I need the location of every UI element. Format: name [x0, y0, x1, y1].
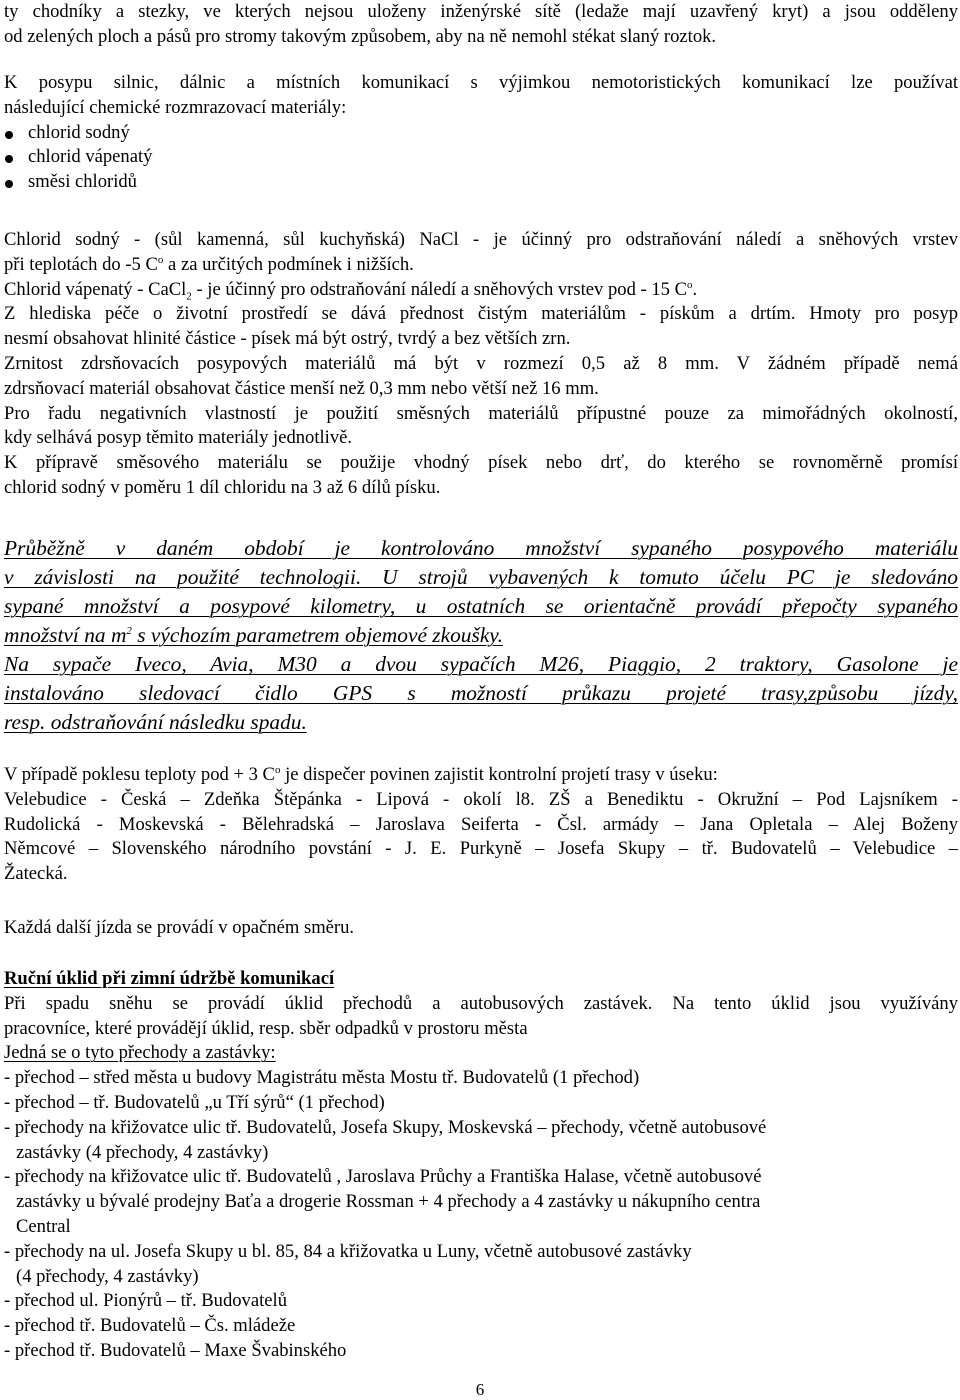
text-line: Pro řadu negativních vlastností je použití směsných materiálů přípustné pouze za mimořádných okolností, [4, 402, 958, 424]
text-line: kdy selhává posyp těmito materiály jednotlivě. [4, 427, 353, 449]
list-item: - přechod – střed města u budovy Magistrátu města Mostu tř. Budovatelů (1 přechod) [4, 1067, 640, 1089]
text-line: K přípravě směsového materiálu se použije vhodný písek nebo drť, do kterého se rovnoměrně promísí [4, 452, 958, 474]
text-line: při teplotách do -5 $C^o$ a za určitých podmínek i nižších. [4, 253, 414, 275]
text-line: K posypu silnic, dálnic a místních komunikací s výjimkou nemotoristických komunikací lze používat [4, 72, 958, 93]
list-item-continuation: zastávky u bývalé prodejny Baťa a drogerie Rossman + 4 přechody a 4 zastávky u nákupního centra [16, 1191, 761, 1213]
section-heading: Ruční úklid při zimní údržbě komunikací [4, 968, 335, 989]
route-paragraph [4, 763, 958, 887]
list-item: chlorid sodný [4, 121, 958, 146]
text-line: Němcové – Slovenského národního povstání - J. E. Purkyně – Josefa Skupy – tř. Budovatelů – Velebudice – [4, 838, 958, 860]
list-item: - přechody na křižovatce ulic tř. Budovatelů, Josefa Skupy, Moskevská – přechody, včetně autobusové [4, 1116, 767, 1138]
text-line: Na sypače Iveco, Avia, M30 a dvou sypačích M26, Piaggio, 2 traktory, Gasolone je [4, 652, 958, 676]
chemicals-paragraph [4, 71, 958, 195]
text-line: od zelených ploch a pásů pro stromy takovým způsobem, aby na ně nemohl stékat slaný roztok. [4, 25, 717, 47]
list-item-continuation: Central [16, 1215, 71, 1237]
text-line: Z hlediska péče o životní prostředí se dává přednost čistým materiálům - pískům a drtím. Hmoty pro posyp [4, 303, 958, 325]
text-line: množství na $m^2$ s výchozím parametrem objemové zkoušky. [4, 623, 503, 647]
text-line: Průběžně v daném období je kontrolováno množství sypaného posypového materiálu [4, 536, 958, 560]
text-line: zdrsňovací materiál obsahovat částice menší než 0,3 mm nebo větší než 16 mm. [4, 377, 599, 399]
text-line: V případě poklesu teploty pod + 3 $C^o$ je dispečer povinen zajistit kontrolní projetí trasy v úseku: [4, 763, 718, 785]
text-line: Zrnitost zdrsňovacích posypových materiálů má být v rozmezí 0,5 až 8 mm. V žádném případě nemá [4, 352, 958, 374]
text-line: v závislosti na použité technologii. U strojů vybavených k tomuto účelu PC je sledováno [4, 565, 958, 589]
list-item-continuation: (4 přechody, 4 zastávky) [16, 1265, 199, 1287]
direction-note [4, 916, 958, 941]
text-line: nesmí obsahovat hlinité částice - písek má být ostrý, tvrdý a bez větších zrn. [4, 328, 571, 350]
intro-paragraph [4, 0, 958, 50]
list-item: - přechody na ul. Josefa Skupy u bl. 85, 84 a křižovatka u Luny, včetně autobusové zastávky [4, 1240, 692, 1262]
text-line: Každá další jízda se provádí v opačném směru. [4, 917, 355, 938]
text-line: Chlorid sodný - (sůl kamenná, sůl kuchyňská) NaCl - je účinný pro odstraňování náledí a sněhových vrstev [4, 229, 958, 250]
text-line: Rudolická - Moskevská - Bělehradská – Jaroslava Seiferta - Čsl. armády – Jana Opletala – Alej Boženy [4, 813, 958, 835]
text-line: ty chodníky a stezky, ve kterých nejsou uloženy inženýrské sítě (ledaže mají uzavřený kryt) a jsou odděleny [4, 1, 958, 22]
text-line: Žatecká. [4, 863, 68, 885]
text-line: sypané množství a posypové kilometry, u ostatních se orientačně provádí přepočty sypaného [4, 594, 958, 618]
text-line: Velebudice - Česká – Zdeňka Štěpánka - Lipová - okolí l8. ZŠ a Benediktu - Okružní – Pod Lajsníkem - [4, 788, 958, 810]
subheading: Jedná se o tyto přechody a zastávky: [4, 1042, 276, 1064]
text-line: instalováno sledovací čidlo GPS s možností průkazu projeté trasy,způsobu jízdy, [4, 681, 958, 705]
page-number: 6 [475, 1380, 485, 1399]
text-line: Chlorid vápenatý - CaCl$_2$ - je účinný pro odstraňování náledí a sněhových vrstev pod - 15 $C^o$. [4, 278, 698, 303]
text-line: resp. odstraňování následku spadu. [4, 710, 307, 734]
list-item: - přechod – tř. Budovatelů „u Tří sýrů“ (1 přechod) [4, 1091, 385, 1113]
list-item: směsi chloridů [4, 170, 958, 195]
list-item: - přechody na křižovatce ulic tř. Budovatelů , Jaroslava Průchy a Františka Halase, včetně autobusové [4, 1166, 762, 1188]
text-line: následující chemické rozmrazovací materiály: [4, 96, 347, 118]
bullet-icon [5, 155, 13, 163]
list-item: - přechod tř. Budovatelů – Čs. mládeže [4, 1315, 296, 1337]
manual-cleaning-section [4, 967, 958, 1364]
list-item: chlorid vápenatý [4, 145, 958, 170]
list-item: - přechod ul. Pionýrů – tř. Budovatelů [4, 1290, 287, 1312]
text-line: pracovníce, které provádějí úklid, resp. sběr odpadků v prostoru města [4, 1017, 528, 1039]
text-line: Při spadu sněhu se provádí úklid přechodů a autobusových zastávek. Na tento úklid jsou využívány [4, 992, 958, 1014]
list-item: - přechod tř. Budovatelů – Maxe Švabinského [4, 1339, 347, 1361]
bullet-icon [5, 131, 13, 139]
list-item-continuation: zastávky (4 přechody, 4 zastávky) [16, 1141, 269, 1163]
materials-paragraphs [4, 228, 958, 501]
text-line: chlorid sodný v poměru 1 díl chloridu na 3 až 6 dílů písku. [4, 476, 441, 498]
bullet-icon [5, 180, 13, 188]
italic-underlined-section [4, 534, 958, 737]
